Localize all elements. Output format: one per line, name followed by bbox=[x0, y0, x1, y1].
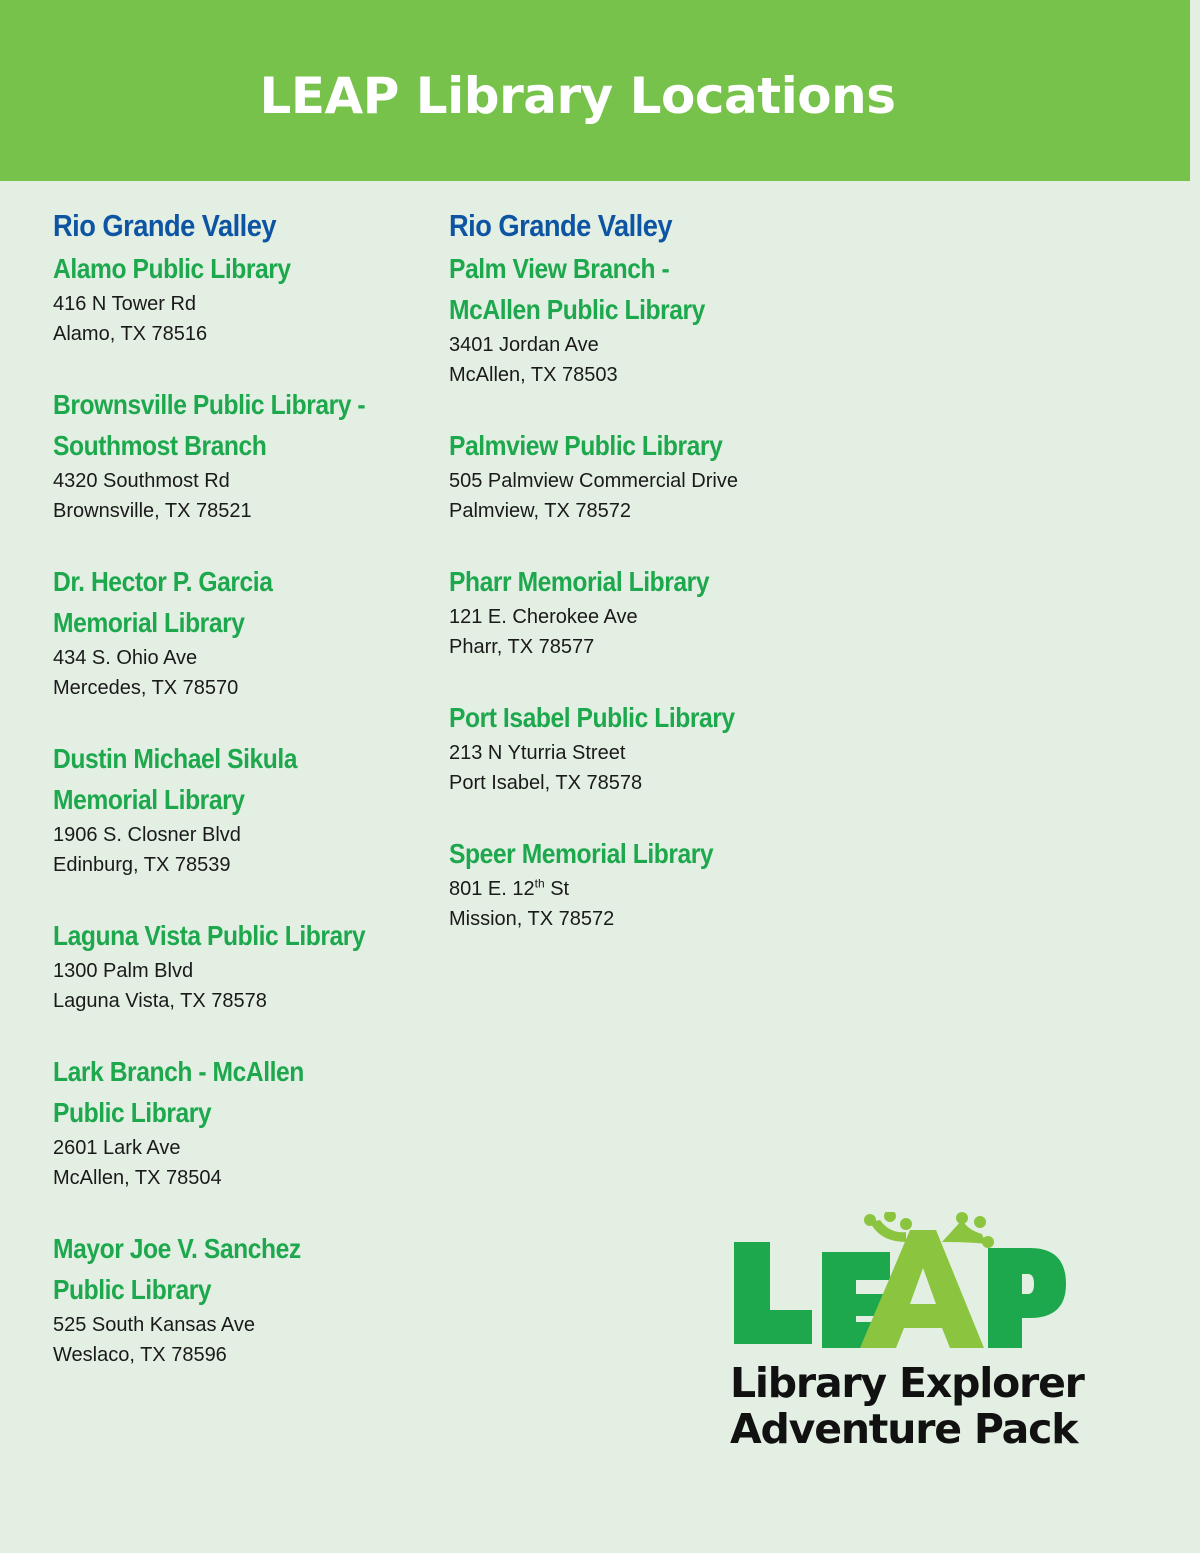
library-city: Brownsville, TX 78521 bbox=[53, 500, 252, 522]
library-name-line: Lark Branch - McAllen bbox=[53, 1056, 304, 1087]
logo-line-1: Library Explorer bbox=[730, 1359, 1084, 1407]
street-text: 801 E. 12 bbox=[449, 878, 535, 900]
street-text: 213 N Yturria Street bbox=[449, 742, 626, 764]
library-entry bbox=[53, 1228, 413, 1370]
library-city: Pharr, TX 78577 bbox=[449, 636, 595, 658]
library-city: Mission, TX 78572 bbox=[449, 908, 615, 930]
library-entry bbox=[53, 1051, 413, 1193]
library-street bbox=[53, 466, 413, 496]
library-list bbox=[53, 248, 413, 1370]
library-street bbox=[53, 820, 413, 850]
library-city: Alamo, TX 78516 bbox=[53, 323, 208, 345]
library-street bbox=[449, 602, 829, 632]
library-name-line: Dr. Hector P. Garcia bbox=[53, 566, 273, 597]
street-text: 3401 Jordan Ave bbox=[449, 334, 599, 356]
library-name-line: Pharr Memorial Library bbox=[449, 566, 710, 597]
library-name bbox=[53, 561, 413, 643]
library-city: Mercedes, TX 78570 bbox=[53, 677, 239, 699]
street-text: 4320 Southmost Rd bbox=[53, 470, 230, 492]
library-entry bbox=[449, 248, 829, 390]
library-street bbox=[449, 466, 829, 496]
library-entry bbox=[449, 425, 829, 526]
library-city: Weslaco, TX 78596 bbox=[53, 1344, 227, 1366]
library-name-line: Mayor Joe V. Sanchez bbox=[53, 1233, 301, 1264]
library-street bbox=[449, 738, 829, 768]
region-heading: Rio Grande Valley bbox=[53, 208, 276, 243]
logo-line-2: Adventure Pack bbox=[730, 1405, 1078, 1453]
library-name-line: Port Isabel Public Library bbox=[449, 702, 735, 733]
library-street bbox=[53, 643, 413, 673]
street-text: 2601 Lark Ave bbox=[53, 1137, 181, 1159]
library-city: Palmview, TX 78572 bbox=[449, 500, 631, 522]
library-city: Port Isabel, TX 78578 bbox=[449, 772, 643, 794]
library-entry bbox=[449, 697, 829, 798]
library-name-line: Palmview Public Library bbox=[449, 430, 723, 461]
street-text: 416 N Tower Rd bbox=[53, 293, 197, 315]
library-list bbox=[449, 248, 829, 934]
street-ordinal-suffix: th bbox=[534, 876, 545, 891]
library-city: Laguna Vista, TX 78578 bbox=[53, 990, 267, 1012]
library-entry bbox=[449, 561, 829, 662]
library-street bbox=[53, 289, 413, 319]
library-city: Edinburg, TX 78539 bbox=[53, 854, 231, 876]
page-title: LEAP Library Locations bbox=[259, 67, 896, 125]
library-street bbox=[53, 1310, 413, 1340]
library-city: McAllen, TX 78503 bbox=[449, 364, 618, 386]
library-name-line: Laguna Vista Public Library bbox=[53, 920, 366, 951]
library-entry bbox=[449, 833, 829, 934]
library-street bbox=[449, 874, 829, 904]
library-name bbox=[53, 1228, 413, 1310]
street-text: 1906 S. Closner Blvd bbox=[53, 824, 241, 846]
street-text: 121 E. Cherokee Ave bbox=[449, 606, 638, 628]
page-header bbox=[0, 0, 1190, 181]
leap-wordmark-graphic bbox=[730, 1212, 1070, 1362]
right-column bbox=[449, 204, 829, 969]
street-text: 525 South Kansas Ave bbox=[53, 1314, 256, 1336]
library-name bbox=[53, 738, 413, 820]
library-name-line: Palm View Branch - bbox=[449, 253, 670, 284]
library-entry bbox=[53, 915, 413, 1016]
library-entry bbox=[53, 561, 413, 703]
library-street bbox=[449, 330, 829, 360]
library-name-line: Memorial Library bbox=[53, 607, 245, 638]
street-text: 1300 Palm Blvd bbox=[53, 960, 194, 982]
library-name bbox=[449, 833, 829, 874]
logo-letter-l bbox=[734, 1242, 812, 1344]
library-name-line: Dustin Michael Sikula bbox=[53, 743, 298, 774]
library-name bbox=[449, 425, 829, 466]
library-name-line: Alamo Public Library bbox=[53, 253, 291, 284]
logo-letter-a bbox=[860, 1230, 984, 1348]
library-city: McAllen, TX 78504 bbox=[53, 1167, 222, 1189]
library-name-line: Public Library bbox=[53, 1274, 212, 1305]
frog-hand-right-icon bbox=[942, 1212, 994, 1248]
library-name bbox=[449, 248, 829, 330]
library-street bbox=[53, 956, 413, 986]
library-name bbox=[53, 384, 413, 466]
left-column bbox=[53, 204, 413, 1405]
library-name bbox=[449, 697, 829, 738]
library-name bbox=[53, 915, 413, 956]
street-text: 434 S. Ohio Ave bbox=[53, 647, 198, 669]
street-text: 505 Palmview Commercial Drive bbox=[449, 470, 738, 492]
library-entry bbox=[53, 384, 413, 526]
library-name-line: Southmost Branch bbox=[53, 430, 267, 461]
library-name bbox=[53, 248, 413, 289]
street-tail: St bbox=[544, 878, 570, 900]
region-heading: Rio Grande Valley bbox=[449, 208, 672, 243]
library-entry bbox=[53, 738, 413, 880]
library-name-line: Speer Memorial Library bbox=[449, 838, 714, 869]
frog-hand-left-icon bbox=[864, 1212, 912, 1242]
library-name bbox=[449, 561, 829, 602]
library-name-line: McAllen Public Library bbox=[449, 294, 705, 325]
logo-letter-p bbox=[988, 1248, 1066, 1348]
library-street bbox=[53, 1133, 413, 1163]
leap-logo bbox=[730, 1212, 1084, 1453]
library-name-line: Brownsville Public Library - bbox=[53, 389, 366, 420]
library-entry bbox=[53, 248, 413, 349]
library-name-line: Public Library bbox=[53, 1097, 212, 1128]
library-name-line: Memorial Library bbox=[53, 784, 245, 815]
library-name bbox=[53, 1051, 413, 1133]
